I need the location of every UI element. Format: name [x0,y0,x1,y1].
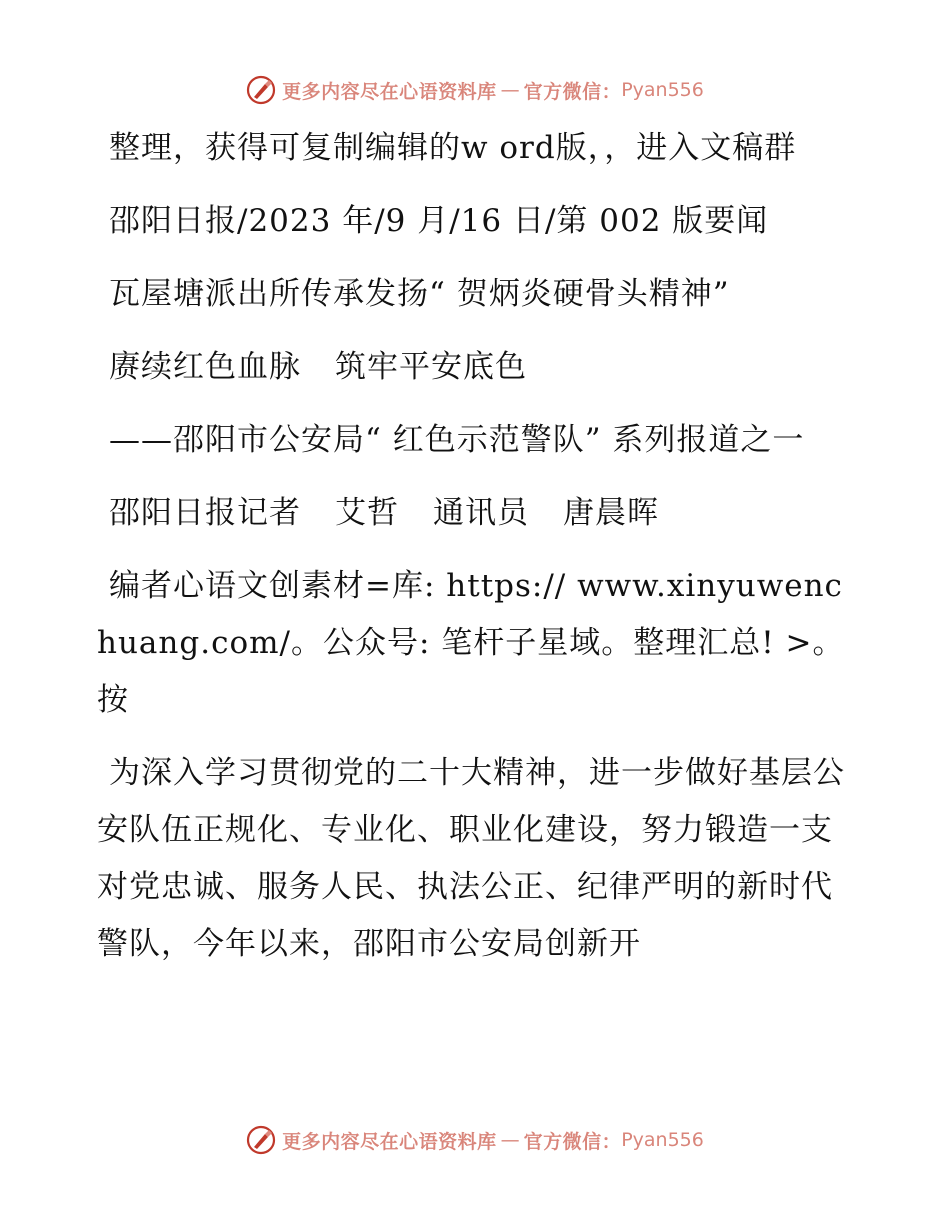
headline [97,339,857,396]
intro-paragraph: 整理，获得可复制编辑的w ord版，，进入文稿群 [109,130,797,166]
footer-watermark [0,1120,950,1160]
subhead: ——邵阳市公安局“ 红色示范警队” 系列报道之一 [109,422,805,458]
watermark-handle: Pyan556 [621,79,704,101]
byline-name1: 艾哲 [335,495,399,531]
headline-part2: 筑牢平安底色 [335,349,527,385]
pen-nib-logo-icon [246,75,276,105]
watermark-handle: Pyan556 [621,1129,704,1151]
watermark-separator: — [500,79,520,101]
byline-name2: 唐晨晖 [563,495,659,531]
byline-role: 邵阳日报记者 [109,495,301,531]
source-line: 邵阳日报/2023 年/9 月/16 日/第 002 版要闻 [109,203,769,239]
pen-nib-logo-icon [246,1125,276,1155]
watermark-label: 官方微信： [523,80,622,103]
body-paragraph: 为深入学习贯彻党的二十大精神，进一步做好基层公安队伍正规化、专业化、职业化建设，努力锻造一支对党忠诚、服务人民、执法公正、纪律严明的新时代警队，今年以来，邵阳市公安局创新开 [97,755,845,962]
watermark-separator: — [500,1129,520,1151]
editor-note: 编者心语文创素材=库: https:// www.xinyuwenchuang.com/。公众号: 笔杆子星域。整理汇总! >。按 [97,568,845,718]
watermark-text: 更多内容尽在心语资料库 [282,1130,497,1153]
watermark-text: 更多内容尽在心语资料库 [282,80,497,103]
kicker-line: 瓦屋塘派出所传承发扬“ 贺炳炎硬骨头精神” [109,276,730,312]
byline [97,485,857,542]
byline-role2: 通讯员 [433,495,529,531]
header-watermark [0,70,950,110]
watermark-label: 官方微信： [523,1130,622,1153]
headline-part1: 赓续红色血脉 [109,349,301,385]
document-body [97,120,857,973]
